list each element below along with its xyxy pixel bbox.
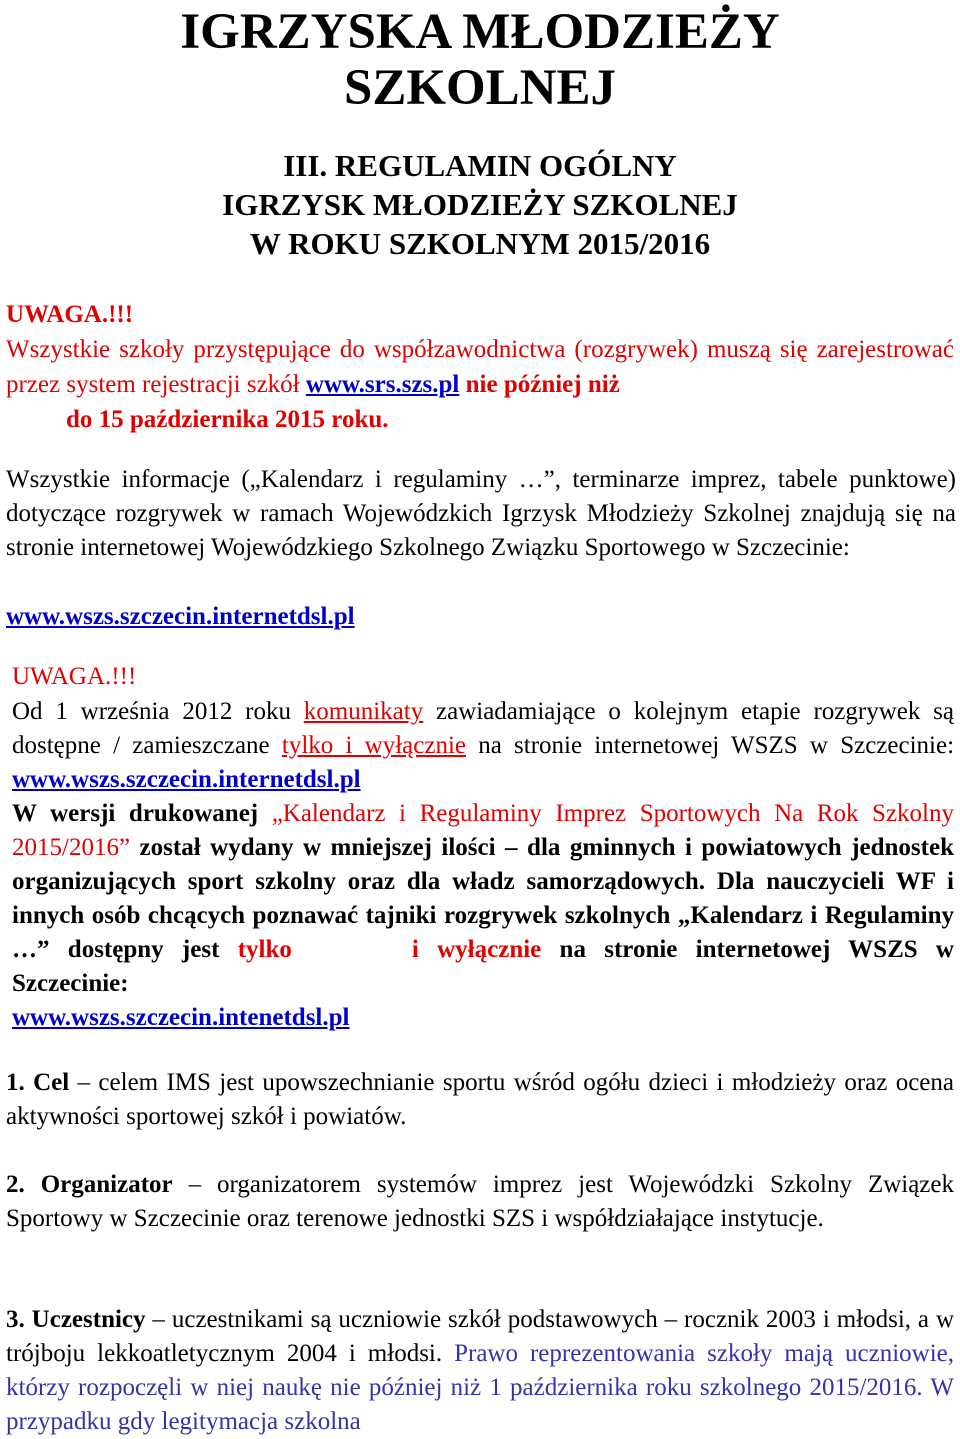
warning-2-block (12, 695, 954, 1035)
document-title (0, 4, 960, 116)
warning-1-heading: UWAGA.!!! (6, 301, 134, 328)
wszs-link-2[interactable]: www.wszs.szczecin.internetdsl.pl (12, 766, 361, 793)
section-1 (6, 1066, 954, 1134)
w2-p2-b: został wydany w mniejszej ilości – dla gminnych i powiatowych jednostek organizujących sport szkolny oraz dla władz samorządowych. Dla nauczycieli WF i innych osób chcących poznawać tajniki rozgrywek szkolnych „Kalendarz i Regulaminy …” dostępny jest (12, 834, 954, 963)
section-1-heading: Cel (33, 1069, 70, 1096)
section-2-text: – organizatorem systemów imprez jest Wojewódzki Szkolny Związek Sportowy w Szczecinie oraz terenowe jednostki SZS i współdziałające instytucje. (6, 1171, 954, 1232)
tylko-wylacznie-text: tylko i wyłącznie (281, 732, 466, 759)
w2-p2-c: na stronie internetowej WSZS w Szczecinie: (12, 936, 954, 997)
subtitle-line-3: W ROKU SZKOLNYM 2015/2016 (249, 226, 711, 261)
w2-p1-c: na stronie internetowej WSZS w Szczecinie: (466, 732, 955, 759)
wszs-link-1[interactable]: www.wszs.szczecin.internetdsl.pl (6, 603, 355, 630)
info-paragraph: Wszystkie informacje („Kalendarz i regulaminy …”, terminarze imprez, tabele punktowe) dotyczące rozgrywek w ramach Wojewódzkich Igrzysk Młodzieży Szkolnej znajdują się na stronie internetowej Wojewódzkiego Szkolnego Związku Sportowego w Szczecinie: (6, 466, 956, 561)
warning-1-text-b: nie później niż (459, 371, 620, 398)
warning-2-heading: UWAGA.!!! (12, 663, 137, 690)
section-3-heading: Uczestnicy (31, 1306, 146, 1333)
komunikaty-text: komunikaty (303, 698, 424, 725)
w2-p1-a: Od 1 września 2012 roku (12, 698, 304, 725)
section-3-number: 3. (6, 1306, 25, 1333)
warning-1-text-a: Wszystkie szkoły przystępujące do współzawodnictwa (rozgrywek) muszą się zarejestrować przez system rejestracji szkół (6, 336, 954, 398)
section-1-text: – celem IMS jest upowszechnianie sportu wśród ogółu dzieci i młodzieży oraz ocena aktywności sportowej szkół i powiatów. (6, 1069, 954, 1130)
warning-1-text (6, 332, 954, 437)
warning-1-text-c: do 15 października 2015 roku. (66, 406, 389, 433)
wszs-link-3[interactable]: www.wszs.szczecin.intenetdsl.pl (12, 1004, 350, 1031)
regulation-subtitle (0, 146, 960, 263)
subtitle-line-1: III. REGULAMIN OGÓLNY (283, 148, 677, 183)
section-2 (6, 1168, 954, 1236)
section-3-blue-text: Prawo reprezentowania szkoły mają uczniowie, którzy rozpoczęli w niej naukę nie później niż 1 października roku szkolnego 2015/2016. W przypadku gdy legitymacja szkolna (6, 1340, 954, 1435)
section-3-text: – uczestnikami są uczniowie szkół podstawowych – rocznik 2003 i młodsi, a w trójboju lekkoatletycznym 2004 i młodsi. (6, 1306, 954, 1367)
tylko-text: tylko (237, 936, 292, 963)
srs-link[interactable]: www.srs.szs.pl (305, 371, 460, 398)
section-2-number: 2. (6, 1171, 25, 1198)
w2-p1-b: zawiadamiające o kolejnym etapie rozgrywek są dostępne / zamieszczane (12, 698, 954, 759)
w2-p2-a: W wersji drukowanej (12, 800, 272, 827)
calendar-title-red: „Kalendarz i Regulaminy Imprez Sportowych Na Rok Szkolny 2015/2016” (12, 800, 954, 861)
subtitle-line-2: IGRZYSK MŁODZIEŻY SZKOLNEJ (222, 187, 738, 222)
title-line-1: IGRZYSKA MŁODZIEŻY (180, 4, 780, 60)
section-1-number: 1. (6, 1069, 25, 1096)
section-3 (6, 1303, 954, 1439)
wylacznie-text: i wyłącznie (411, 936, 542, 963)
title-line-2: SZKOLNEJ (343, 60, 617, 116)
section-2-heading: Organizator (40, 1171, 173, 1198)
